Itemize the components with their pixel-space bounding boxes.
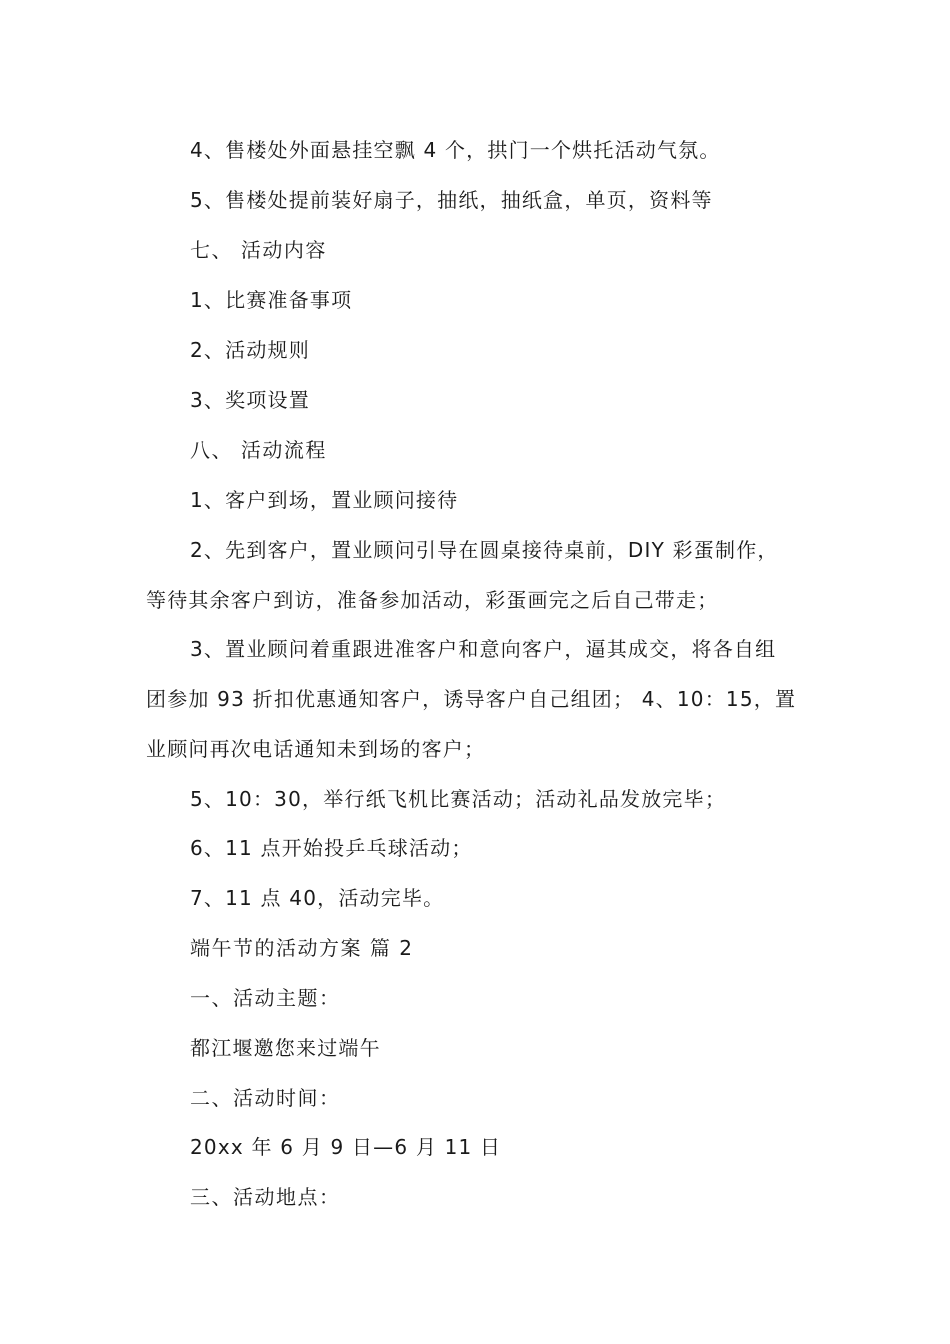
- text-line: 3、置业顾问着重跟进准客户和意向客户，逼其成交，将各自组: [190, 637, 777, 661]
- section-heading: 三、活动地点：: [190, 1185, 341, 1209]
- section-heading: 七、 活动内容: [190, 238, 327, 262]
- text-line: 等待其余客户到访，准备参加活动，彩蛋画完之后自己带走；: [146, 588, 719, 612]
- text-line: 团参加 93 折扣优惠通知客户，诱导客户自己组团； 4、10：15，置: [146, 687, 797, 711]
- section-heading: 二、活动时间：: [190, 1086, 341, 1110]
- section-heading: 八、 活动流程: [190, 438, 327, 462]
- plan-title: 端午节的活动方案 篇 2: [190, 936, 414, 960]
- text-line: 1、比赛准备事项: [190, 288, 353, 312]
- text-line: 7、11 点 40，活动完毕。: [190, 886, 445, 910]
- text-line: 4、售楼处外面悬挂空飘 4 个，拱门一个烘托活动气氛。: [190, 138, 721, 162]
- text-line: 5、售楼处提前装好扇子，抽纸，抽纸盒，单页，资料等: [190, 188, 713, 212]
- text-line: 2、活动规则: [190, 338, 310, 362]
- text-line: 3、奖项设置: [190, 388, 310, 412]
- text-line: 都江堰邀您来过端午: [190, 1036, 381, 1060]
- text-line: 1、客户到场，置业顾问接待: [190, 488, 459, 512]
- text-line: 20xx 年 6 月 9 日—6 月 11 日: [190, 1135, 502, 1159]
- text-line: 业顾问再次电话通知未到场的客户；: [146, 737, 486, 761]
- section-heading: 一、活动主题：: [190, 986, 341, 1010]
- text-line: 5、10：30，举行纸飞机比赛活动；活动礼品发放完毕；: [190, 787, 727, 811]
- text-line: 6、11 点开始投乒乓球活动；: [190, 836, 473, 860]
- text-line: 2、先到客户，置业顾问引导在圆桌接待桌前，DIY 彩蛋制作，: [190, 538, 779, 562]
